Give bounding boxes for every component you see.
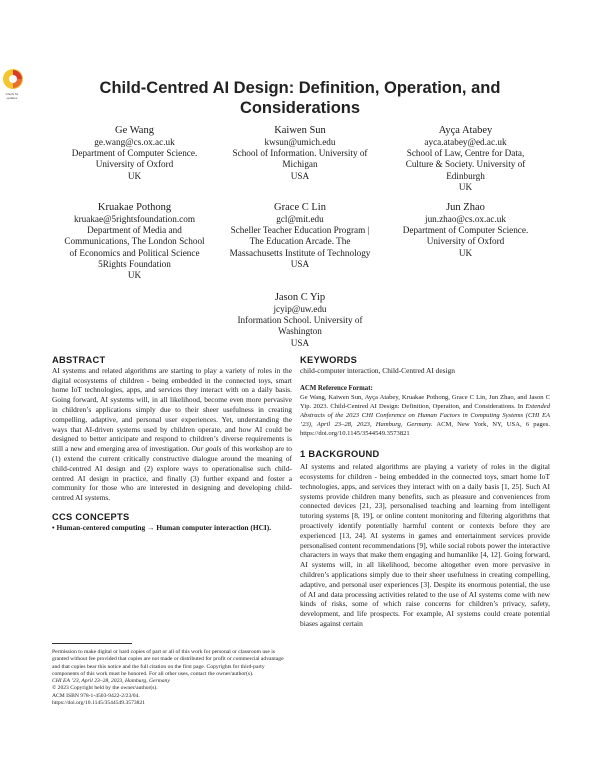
author-affiliation: Department of Media and bbox=[87, 225, 182, 236]
author-affiliation: Michigan bbox=[282, 159, 318, 170]
reference-body bbox=[300, 393, 550, 438]
right-column bbox=[300, 356, 550, 629]
background-heading: 1 BACKGROUND bbox=[300, 449, 380, 460]
footnote-copyright: © 2023 Copyright held by the owner/author(s). bbox=[52, 685, 158, 692]
footnote-isbn: ACM ISBN 978-1-4503-9422-2/23/04. bbox=[52, 692, 140, 699]
author-affiliation: Massachusetts Institute of Technology bbox=[229, 247, 371, 258]
ccs-text: Human-centered computing → Human computer interaction (HCI). bbox=[56, 522, 272, 532]
keywords-text: child-computer interaction, Child-Centred AI design bbox=[300, 365, 455, 375]
author-block bbox=[217, 201, 383, 270]
author-block bbox=[383, 124, 548, 193]
author-email: jcyip@uw.edu bbox=[273, 304, 327, 314]
abstract-body bbox=[52, 366, 292, 503]
author-email: ge.wang@cs.ox.ac.uk bbox=[94, 137, 175, 147]
author-name: Grace C Lin bbox=[274, 202, 326, 213]
reference-venue: Extended Abstracts of the 2023 CHI Conference on Human Factors in Computing Systems (CHI EA ’23), April 23–28, 2023, Hamburg, Germany. bbox=[300, 403, 550, 429]
author-block bbox=[383, 201, 548, 259]
author-email: gcl@mit.edu bbox=[276, 214, 324, 224]
footnote-doi[interactable]: https://doi.org/10.1145/3544549.3573821 bbox=[52, 700, 146, 707]
author-block bbox=[52, 201, 217, 281]
author-country: USA bbox=[290, 258, 310, 269]
abstract-goals-label: Our goals bbox=[191, 444, 222, 454]
author-affiliation: 5Rights Foundation bbox=[98, 258, 171, 269]
ccs-heading: CCS CONCEPTS bbox=[52, 511, 130, 522]
author-email: jun.zhao@cs.ox.ac.uk bbox=[425, 214, 506, 224]
author-affiliation: Information School. University of bbox=[237, 315, 363, 326]
author-email: kruakae@5rightsfoundation.com bbox=[74, 214, 195, 224]
author-affiliation: School of Information. University of bbox=[232, 148, 368, 159]
background-body: AI systems and related algorithms are playing a variety of roles in the digital ecosystems for children - being embedded in the connected toys, smart home IoT technologies, apps, and services they interact with on a daily basis [1, 25]. Such AI systems provide children many benefits, such as pleasure and conveniences from connected devices [21, 23], personalised teaching and learning from intelligent tutoring systems [8, 19], or online content monitoring and filtering algorithms that proactively identify potentially harmful content or contexts before they are experienced [13, 24]. AI systems in games and entertainment services provide personalised content recommendations [9], while social robots power the interactive characters in ways that make them engaging and humanlike [4, 12]. Going forward, AI systems will, in all likelihood, become altogether even more pervasive in children’s applications simply due to their sheer usefulness in creating compelling, adaptive, and personal user experiences [3]. Despite its enormous potential, the use of AI and data processing activities related to the use of AI systems come with new kinds of risks, some of which raise concerns for children’s privacy, safety, development, and life prospects. For example, AI systems could create potential biases against certain bbox=[300, 462, 550, 628]
permission-footnote bbox=[52, 649, 292, 707]
abstract-text: AI systems and related algorithms are starting to play a variety of roles in the digital ecosystems of children - being embedded in the connected toys, smart home IoT technologies, apps, and services they interact with on a daily basis. Going forward, AI systems will, in all likelihood, become even more pervasive in children’s applications simply due to their sheer usefulness in creating compelling, adaptive, and personal user experiences. Yet, understanding the ways that AI-driven systems used by children operate, and how AI could be designed to better anticipate and respond to children’s diverse requirements is still a new and emerging area of investigation. bbox=[52, 365, 292, 454]
author-name: Jason C Yip bbox=[274, 292, 326, 303]
author-affiliation: Department of Computer Science. bbox=[402, 225, 529, 236]
author-country: UK bbox=[127, 170, 142, 181]
author-country: UK bbox=[458, 181, 473, 192]
reference-text[interactable]: ACM, New York, NY, USA, 6 pages. https://doi.org/10.1145/3544549.3573821 bbox=[300, 421, 550, 438]
author-affiliation: Communications, The London School bbox=[64, 236, 205, 247]
author-email: kwsun@umich.edu bbox=[264, 137, 336, 147]
author-name: Kruakae Pothong bbox=[97, 202, 172, 213]
paper-title: Child-Centred AI Design: Definition, Operation, and Considerations bbox=[99, 79, 501, 117]
author-name: Ge Wang bbox=[115, 125, 154, 136]
author-block bbox=[217, 291, 383, 349]
keywords-heading: KEYWORDS bbox=[300, 355, 358, 365]
footnote-venue: CHI EA ’23, April 23–28, 2023, Hamburg, Germany bbox=[52, 678, 170, 685]
footnote-text: Permission to make digital or hard copies of part or all of this work for personal or classroom use is granted without fee provided that copies are not made or distributed for profit or commercial advantage and that copies bear this notice and the full citation on the first page. Copyrights for third-party components of this work must be honored. For all other uses, contact the owner/author(s). bbox=[52, 649, 284, 677]
ccs-bullet: • bbox=[52, 522, 55, 532]
check-for-updates-icon[interactable] bbox=[2, 68, 24, 94]
author-affiliation: Scheller Teacher Education Program | bbox=[230, 225, 370, 236]
author-affiliation: of Economics and Political Science bbox=[69, 247, 200, 258]
author-affiliation: University of Oxford bbox=[95, 159, 174, 170]
author-affiliation: Department of Computer Science. bbox=[71, 148, 198, 159]
author-name: Kaiwen Sun bbox=[274, 125, 326, 136]
author-country: USA bbox=[290, 337, 310, 348]
author-name: Jun Zhao bbox=[446, 202, 485, 213]
author-affiliation: Washington bbox=[278, 326, 322, 337]
abstract-heading: ABSTRACT bbox=[52, 355, 106, 365]
author-block bbox=[217, 124, 383, 182]
ccs-body bbox=[52, 523, 292, 533]
left-column bbox=[52, 356, 292, 533]
footnote-divider bbox=[52, 643, 132, 644]
author-block bbox=[52, 124, 217, 182]
author-email: ayca.atabey@ed.ac.uk bbox=[424, 137, 507, 147]
author-country: UK bbox=[127, 270, 142, 281]
check-for-updates-label[interactable]: Check for updates bbox=[5, 92, 19, 100]
author-affiliation: School of Law, Centre for Data, bbox=[406, 148, 525, 159]
author-affiliation: Culture & Society. University of bbox=[405, 159, 526, 170]
author-country: USA bbox=[290, 170, 310, 181]
abstract-text: of this workshop are to (1) extend the current critically constructive dialogue around the meaning of child-centred AI design and (2) explore ways to operationalise such child-centred AI design in practice, and finally (3) further expand and foster a community for those who are interested in designing and developing child-centred AI systems. bbox=[52, 444, 292, 503]
author-affiliation: Edinburgh bbox=[446, 170, 485, 181]
author-affiliation: University of Oxford bbox=[426, 236, 505, 247]
reference-heading: ACM Reference Format: bbox=[300, 384, 373, 392]
author-affiliation: The Education Arcade. The bbox=[249, 236, 351, 247]
author-name: Ayça Atabey bbox=[438, 125, 493, 136]
author-country: UK bbox=[458, 247, 473, 258]
reference-text: Ge Wang, Kaiwen Sun, Ayça Atabey, Kruakae Pothong, Grace C Lin, Jun Zhao, and Jason C Yip. 2023. Child-Centred AI Design: Definition, Operation, and Considerations. In bbox=[300, 394, 550, 411]
